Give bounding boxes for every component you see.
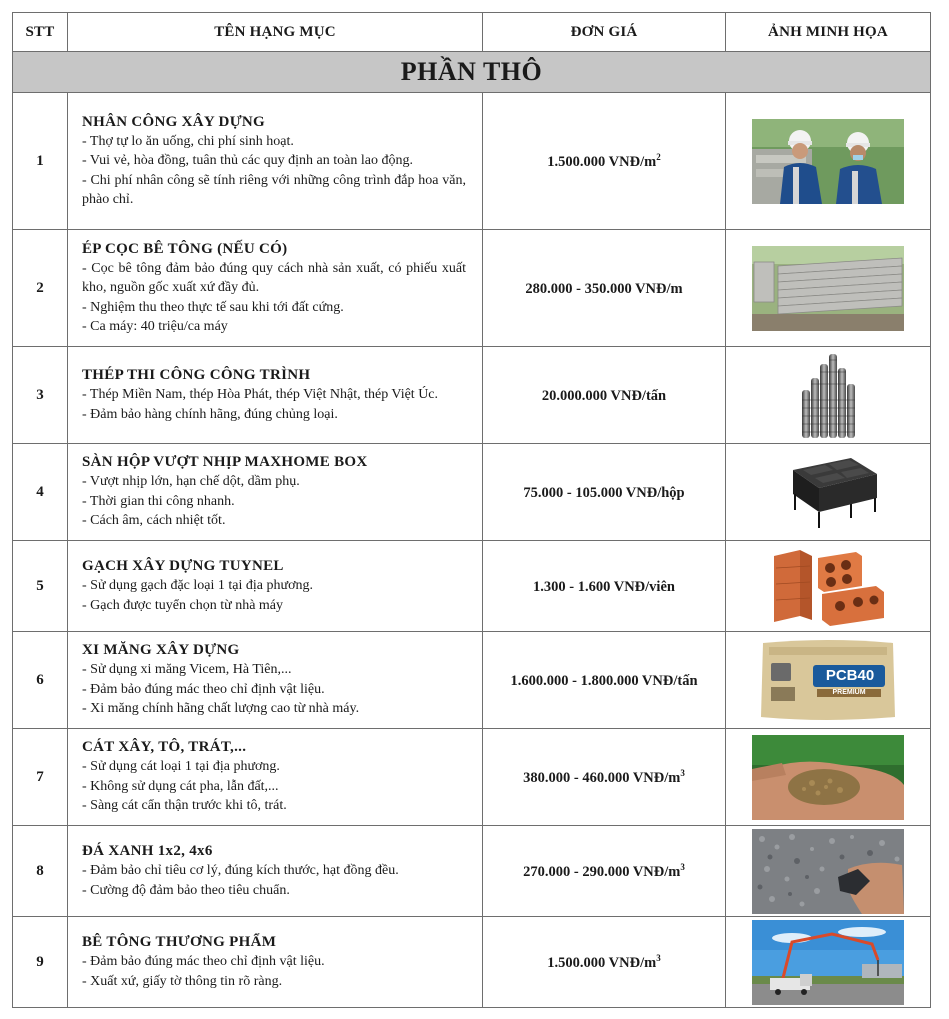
item-detail: - Không sử dụng cát pha, lẫn đất,... bbox=[82, 778, 279, 794]
item-price bbox=[483, 347, 726, 444]
item-description bbox=[68, 826, 483, 917]
item-image-cell bbox=[726, 917, 931, 1008]
item-detail: - Cường độ đảm bảo theo tiêu chuẩn. bbox=[82, 882, 290, 898]
item-detail: - Cọc bê tông đảm bảo đúng quy cách nhà sản xuất, có phiếu xuất kho, nguồn gốc xuất xứ đầy đủ. bbox=[82, 260, 466, 295]
price-unit-exponent: 3 bbox=[680, 861, 685, 872]
item-price bbox=[483, 729, 726, 826]
item-price bbox=[483, 541, 726, 632]
table-header-row bbox=[13, 13, 931, 52]
item-title: BÊ TÔNG THƯƠNG PHẨM bbox=[82, 934, 277, 950]
item-image-cell bbox=[726, 347, 931, 444]
steel-rebar-photo bbox=[798, 350, 858, 440]
item-detail: - Sàng cát cẩn thận trước khi tô, trát. bbox=[82, 798, 287, 814]
construction-workers-photo bbox=[752, 119, 904, 204]
row-number: 4 bbox=[13, 444, 68, 541]
item-detail: - Gạch được tuyển chọn từ nhà máy bbox=[82, 597, 284, 613]
item-detail: - Vui vẻ, hòa đồng, tuân thủ các quy định an toàn lao động. bbox=[82, 153, 413, 168]
item-detail: - Sử dụng xi măng Vicem, Hà Tiên,... bbox=[82, 662, 292, 678]
item-detail: - Xi măng chính hãng chất lượng cao từ nhà máy. bbox=[82, 701, 360, 717]
item-detail: - Đảm bảo chỉ tiêu cơ lý, đúng kích thước, hạt đồng đều. bbox=[82, 863, 399, 878]
table-row bbox=[13, 93, 931, 230]
item-detail: - Sử dụng gạch đặc loại 1 tại địa phương. bbox=[82, 578, 313, 593]
price-value: 1.500.000 VNĐ/m bbox=[547, 954, 657, 971]
price-unit-exponent: 3 bbox=[680, 767, 685, 778]
row-number: 1 bbox=[13, 93, 68, 230]
header-name: TÊN HẠNG MỤC bbox=[68, 13, 483, 52]
row-number: 3 bbox=[13, 347, 68, 444]
item-description bbox=[68, 917, 483, 1008]
table-row bbox=[13, 632, 931, 729]
item-image-cell bbox=[726, 632, 931, 729]
header-image: ẢNH MINH HỌA bbox=[726, 13, 931, 52]
crushed-stone-photo bbox=[752, 829, 904, 914]
price-value: 380.000 - 460.000 VNĐ/m bbox=[523, 769, 681, 786]
item-detail: - Chi phí nhân công sẽ tính riêng với những công trình đắp hoa văn, phào chỉ. bbox=[82, 172, 466, 207]
price-value: 1.600.000 - 1.800.000 VNĐ/tấn bbox=[510, 672, 698, 689]
item-detail: - Ca máy: 40 triệu/ca máy bbox=[82, 319, 228, 334]
item-description bbox=[68, 444, 483, 541]
price-value: 270.000 - 290.000 VNĐ/m bbox=[523, 863, 681, 880]
concrete-pump-truck-photo bbox=[752, 920, 904, 1005]
item-price bbox=[483, 230, 726, 347]
item-title: CÁT XÂY, TÔ, TRÁT,... bbox=[82, 739, 247, 756]
maxhome-box-photo bbox=[773, 452, 883, 532]
row-number: 7 bbox=[13, 729, 68, 826]
price-value: 20.000.000 VNĐ/tấn bbox=[541, 387, 667, 404]
item-title: ĐÁ XANH 1x2, 4x6 bbox=[82, 843, 213, 859]
table-row bbox=[13, 541, 931, 632]
table-row bbox=[13, 826, 931, 917]
item-image-cell bbox=[726, 541, 931, 632]
price-value: 1.500.000 VNĐ/m bbox=[547, 153, 657, 170]
sand-in-hand-photo bbox=[752, 735, 904, 820]
item-detail: - Sử dụng cát loại 1 tại địa phương. bbox=[82, 759, 280, 775]
item-price bbox=[483, 93, 726, 230]
price-value: 75.000 - 105.000 VNĐ/hộp bbox=[523, 484, 685, 501]
item-price bbox=[483, 632, 726, 729]
item-detail: - Cách âm, cách nhiệt tốt. bbox=[82, 513, 226, 529]
item-image-cell bbox=[726, 826, 931, 917]
item-image-cell bbox=[726, 93, 931, 230]
row-number: 8 bbox=[13, 826, 68, 917]
item-description bbox=[68, 347, 483, 444]
item-detail: - Thợ tự lo ăn uống, chi phí sinh hoạt. bbox=[82, 133, 294, 149]
price-table bbox=[12, 12, 931, 1008]
row-number: 6 bbox=[13, 632, 68, 729]
item-price bbox=[483, 917, 726, 1008]
table-row bbox=[13, 230, 931, 347]
item-price bbox=[483, 444, 726, 541]
table-row bbox=[13, 347, 931, 444]
item-description bbox=[68, 632, 483, 729]
row-number: 9 bbox=[13, 917, 68, 1008]
tunnel-bricks-photo bbox=[766, 544, 890, 628]
cement-bag-label: PCB40 bbox=[825, 667, 875, 684]
item-detail: - Đảm bảo đúng mác theo chỉ định vật liệu. bbox=[82, 954, 325, 969]
price-value: 1.300 - 1.600 VNĐ/viên bbox=[533, 578, 675, 595]
item-description bbox=[68, 93, 483, 230]
item-image-cell bbox=[726, 444, 931, 541]
item-price bbox=[483, 826, 726, 917]
table-row bbox=[13, 444, 931, 541]
item-image-cell bbox=[726, 230, 931, 347]
row-number: 5 bbox=[13, 541, 68, 632]
concrete-piles-photo bbox=[752, 246, 904, 331]
header-price: ĐƠN GIÁ bbox=[483, 13, 726, 52]
item-detail: - Nghiệm thu theo thực tế sau khi tới đất cứng. bbox=[82, 299, 344, 315]
item-description bbox=[68, 729, 483, 826]
table-row bbox=[13, 917, 931, 1008]
item-detail: - Vượt nhịp lớn, hạn chế dột, dầm phụ. bbox=[82, 474, 300, 490]
section-title: PHẦN THÔ bbox=[13, 52, 931, 93]
item-detail: - Thời gian thi công nhanh. bbox=[82, 493, 235, 509]
row-number: 2 bbox=[13, 230, 68, 347]
item-title: GẠCH XÂY DỰNG TUYNEL bbox=[82, 558, 284, 574]
item-detail: - Xuất xứ, giấy tờ thông tin rõ ràng. bbox=[82, 973, 283, 989]
header-stt: STT bbox=[13, 13, 68, 52]
item-description bbox=[68, 541, 483, 632]
price-unit-exponent: 2 bbox=[656, 151, 661, 162]
cement-bag-photo bbox=[757, 637, 899, 723]
item-title: NHÂN CÔNG XÂY DỰNG bbox=[82, 113, 266, 130]
item-description bbox=[68, 230, 483, 347]
item-title: ÉP CỌC BÊ TÔNG (NẾU CÓ) bbox=[82, 240, 288, 257]
item-title: SÀN HỘP VƯỢT NHỊP MAXHOME BOX bbox=[82, 454, 368, 471]
item-title: XI MĂNG XÂY DỰNG bbox=[82, 642, 240, 659]
item-image-cell bbox=[726, 729, 931, 826]
item-detail: - Thép Miền Nam, thép Hòa Phát, thép Việt Nhật, thép Việt Úc. bbox=[82, 387, 439, 402]
price-unit-exponent: 3 bbox=[656, 952, 661, 963]
section-row bbox=[13, 52, 931, 93]
cement-bag-sublabel: PREMIUM bbox=[832, 689, 866, 696]
table-row bbox=[13, 729, 931, 826]
item-detail: - Đảm bảo đúng mác theo chỉ định vật liệu. bbox=[82, 681, 325, 697]
item-title: THÉP THI CÔNG CÔNG TRÌNH bbox=[82, 367, 311, 383]
price-value: 280.000 - 350.000 VNĐ/m bbox=[525, 280, 683, 297]
item-detail: - Đảm bảo hàng chính hãng, đúng chủng loại. bbox=[82, 406, 338, 422]
